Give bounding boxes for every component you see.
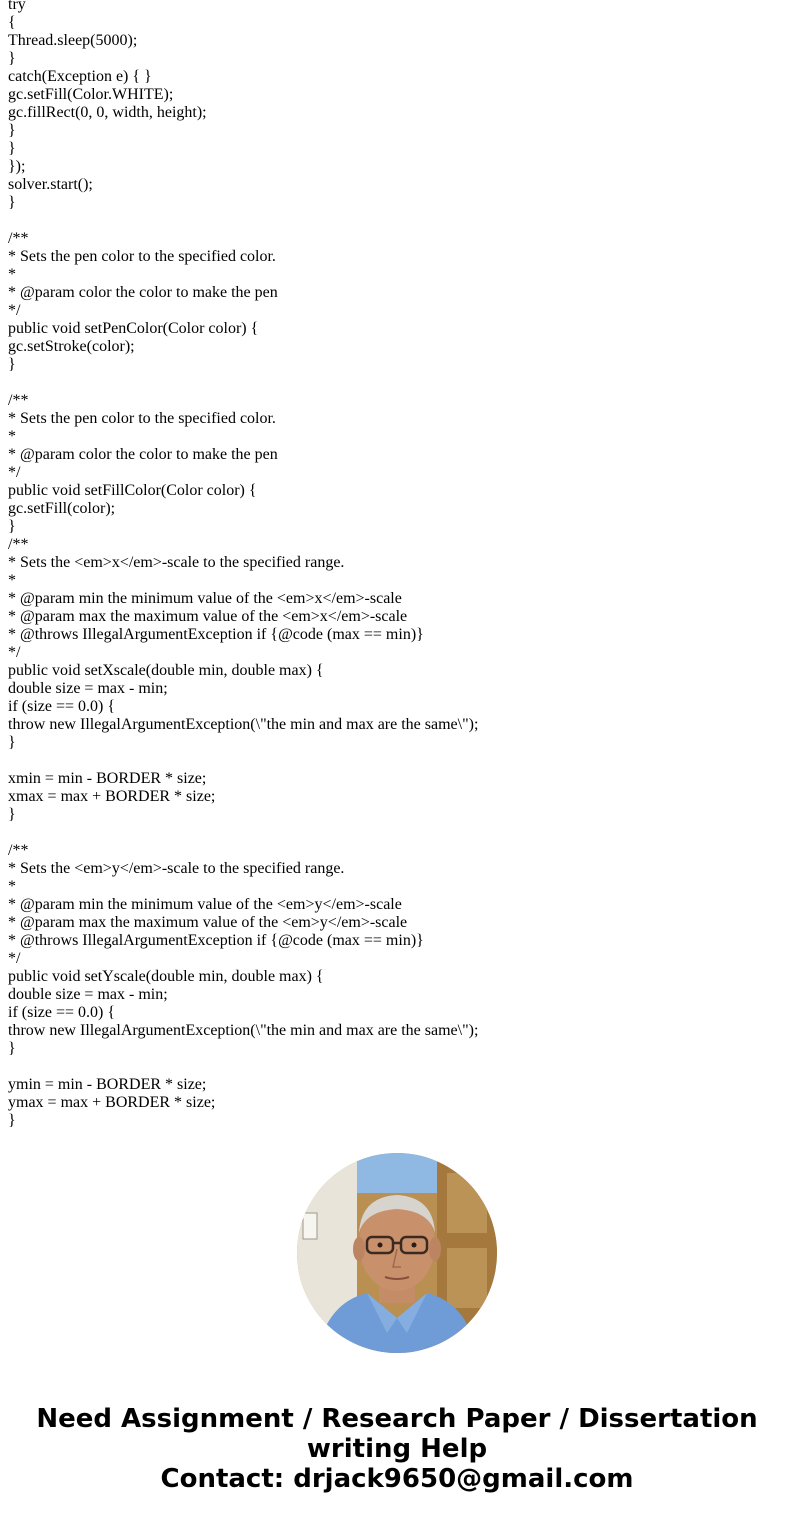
code-line	[8, 374, 788, 392]
code-line: */	[8, 644, 21, 661]
code-line: */	[8, 464, 21, 481]
code-line	[8, 212, 788, 230]
code-line: * @throws IllegalArgumentException if {@code (max == min)}	[8, 932, 424, 949]
code-line: }	[8, 194, 16, 211]
code-line: public void setYscale(double min, double max) {	[8, 968, 324, 985]
code-line: if (size == 0.0) {	[8, 1004, 116, 1021]
code-line: xmin = min - BORDER * size;	[8, 770, 207, 787]
code-line: public void setFillColor(Color color) {	[8, 482, 257, 499]
code-line: /**	[8, 230, 29, 247]
code-line: /**	[8, 842, 29, 859]
code-line: gc.setStroke(color);	[8, 338, 135, 355]
code-line: * @param color the color to make the pen	[8, 446, 278, 463]
code-line: }	[8, 1112, 16, 1129]
author-avatar	[297, 1153, 497, 1353]
code-line: catch(Exception e) { }	[8, 68, 152, 85]
code-line: }	[8, 140, 16, 157]
code-line: * @param min the minimum value of the <em>x</em>-scale	[8, 590, 402, 607]
code-line: */	[8, 302, 21, 319]
code-line: *	[8, 266, 16, 283]
code-line: }	[8, 50, 16, 67]
code-line: ymax = max + BORDER * size;	[8, 1094, 216, 1111]
code-line: * @param max the maximum value of the <em>x</em>-scale	[8, 608, 408, 625]
code-line: * @param min the minimum value of the <em>y</em>-scale	[8, 896, 402, 913]
code-line: double size = max - min;	[8, 986, 168, 1003]
code-line: *	[8, 572, 16, 589]
code-line: throw new IllegalArgumentException(\"the min and max are the same\");	[8, 716, 479, 733]
code-line: * @throws IllegalArgumentException if {@code (max == min)}	[8, 626, 424, 643]
code-line: /**	[8, 392, 29, 409]
code-line: }	[8, 122, 16, 139]
code-line: }	[8, 1040, 16, 1057]
code-line: * @param color the color to make the pen	[8, 284, 278, 301]
code-line	[8, 752, 788, 770]
code-line: });	[8, 158, 26, 175]
code-line: }	[8, 806, 16, 823]
help-contact-banner	[0, 1404, 794, 1494]
code-line: gc.setFill(Color.WHITE);	[8, 86, 174, 103]
code-line: /**	[8, 536, 29, 553]
code-line: }	[8, 518, 16, 535]
cta-line-2: writing Help	[306, 1434, 488, 1464]
code-line: throw new IllegalArgumentException(\"the min and max are the same\");	[8, 1022, 479, 1039]
code-line: }	[8, 356, 16, 373]
code-line: double size = max - min;	[8, 680, 168, 697]
code-line: solver.start();	[8, 176, 93, 193]
code-line: if (size == 0.0) {	[8, 698, 116, 715]
cta-contact-email: Contact: drjack9650@gmail.com	[160, 1464, 634, 1494]
code-line: gc.fillRect(0, 0, width, height);	[8, 104, 207, 121]
code-line	[8, 824, 788, 842]
code-line: * Sets the <em>x</em>-scale to the specified range.	[8, 554, 345, 571]
code-line: * Sets the <em>y</em>-scale to the specified range.	[8, 860, 345, 877]
code-line: ymin = min - BORDER * size;	[8, 1076, 207, 1093]
code-line: *	[8, 878, 16, 895]
code-line: * Sets the pen color to the specified color.	[8, 410, 276, 427]
code-line: */	[8, 950, 21, 967]
code-line: xmax = max + BORDER * size;	[8, 788, 216, 805]
code-line: Thread.sleep(5000);	[8, 32, 138, 49]
person-photo-icon	[297, 1153, 497, 1353]
code-line: * @param max the maximum value of the <em>y</em>-scale	[8, 914, 408, 931]
cta-line-1: Need Assignment / Research Paper / Dissertation	[36, 1404, 758, 1434]
code-listing	[8, 0, 788, 1130]
code-line	[8, 1058, 788, 1076]
code-line: public void setPenColor(Color color) {	[8, 320, 259, 337]
code-line: try	[8, 0, 26, 13]
code-line: public void setXscale(double min, double max) {	[8, 662, 324, 679]
code-line: * Sets the pen color to the specified color.	[8, 248, 276, 265]
code-line: {	[8, 14, 16, 31]
code-line: *	[8, 428, 16, 445]
code-line: gc.setFill(color);	[8, 500, 116, 517]
code-line: }	[8, 734, 16, 751]
